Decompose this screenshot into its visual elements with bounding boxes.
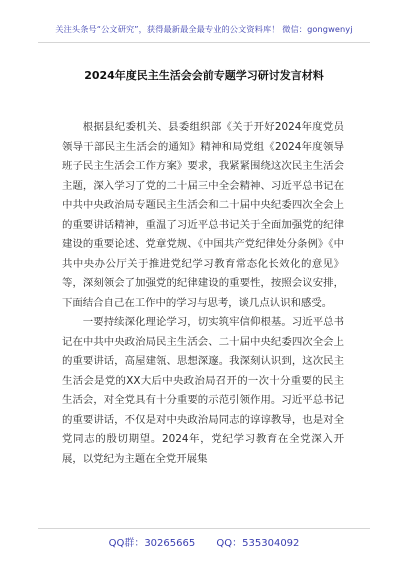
document-title: 2024年度民主生活会会前专题学习研讨发言材料 <box>84 69 324 82</box>
qq-number: QQ：535304092 <box>216 538 300 549</box>
paragraph: 根据县纪委机关、县委组织部《关于开好2024年度党员领导干部民主生活会的通知》精神和局党组《2024年度领导班子民主生活会工作方案》要求，我紧紧围绕这次民主生活会主题，深入学习了党的二十届三中全会精神、习近平总书记在中共中央政治局专题民主生活会和二十届中央纪委四次全会上的重要讲话精神，重温了习近平总书记关于全面加强党的纪律建设的重要论述、党章党规、《中国共产党纪律处分条例》《中共中央办公厅关于推进党纪学习教育常态化长效化的意见》等，深刻领会了加强党的纪律建设的重要性，按照会议安排，下面结合自己在工作中的学习与思考，谈几点认识和感受。 <box>62 121 344 309</box>
footer-contact <box>0 534 408 549</box>
header-divider <box>38 42 370 43</box>
header-note: 关注头条号“公文研究”，获得最新最全最专业的公文资料库！ 微信：gongwenyj <box>55 24 353 34</box>
qq-group-number: QQ群：30265665 <box>108 538 196 549</box>
paragraph: 一要持续深化理论学习，切实筑牢信仰根基。习近平总书记在中共中央政治局民主生活会、二十届中央纪委四次全会上的重要讲话，高屋建瓴、思想深邃。我深刻认识到，这次民主生活会是党的XX大后中央政治局召开的一次十分重要的民主生活会，对全党具有十分重要的示范引领作用。习近平总书记的重要讲话，不仅是对中央政治局同志的谆谆教导，也是对全党同志的殷切期望。2024年，党纪学习教育在全党深入开展，以党纪为主题在全党开展集 <box>62 316 344 465</box>
footer-divider <box>38 528 370 529</box>
document-body <box>62 118 344 469</box>
